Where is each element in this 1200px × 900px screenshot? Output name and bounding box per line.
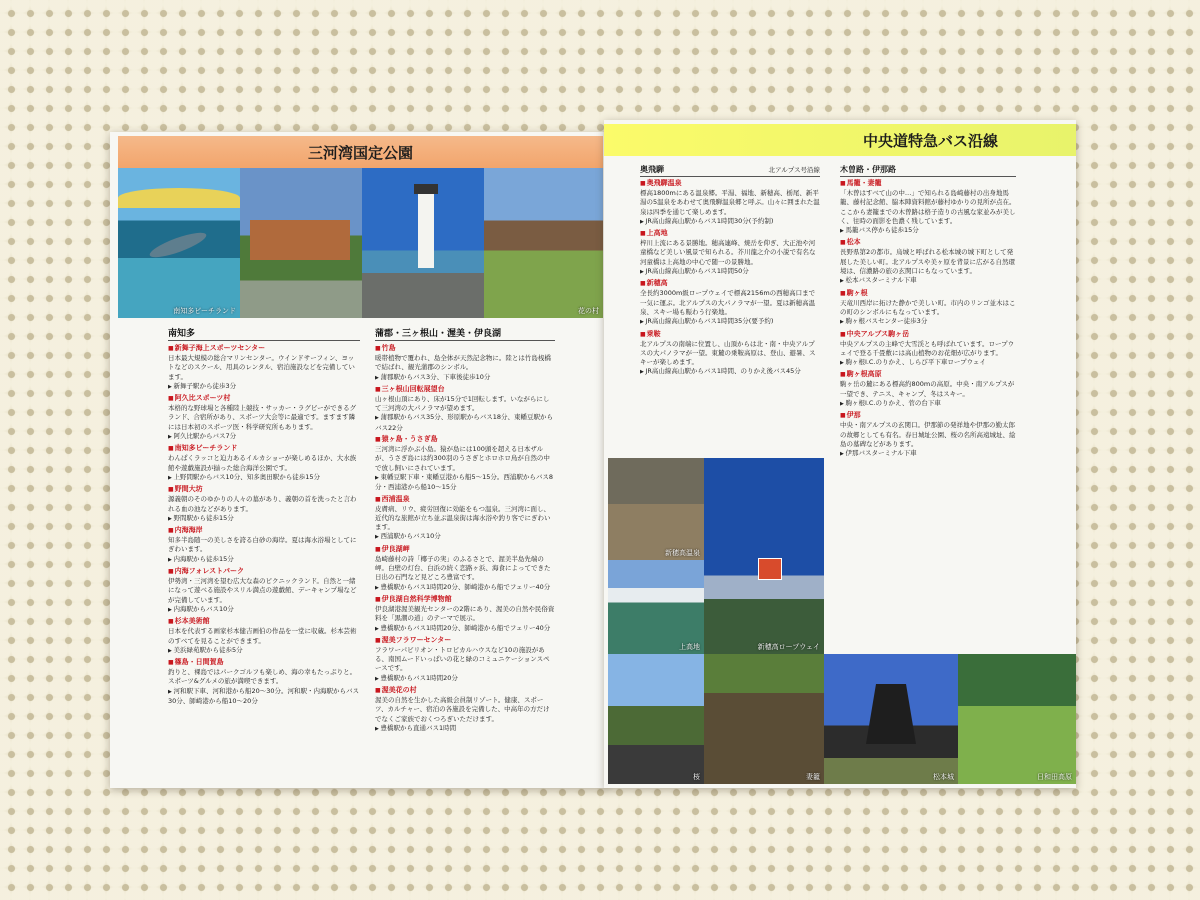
spot-access: ▶ 美浜緑苑駅から徒歩5分 bbox=[168, 646, 360, 656]
spot-access: ▶ 野間駅から徒歩15分 bbox=[168, 514, 360, 524]
spot-access: ▶ 新舞子駅から徒歩3分 bbox=[168, 382, 360, 392]
spot-access: ▶ 豊橋駅からバス1時間20分、師崎港から船でフェリー40分 bbox=[375, 583, 555, 593]
spot-title: ■ 駒ヶ根高原 bbox=[840, 369, 1016, 380]
spot-access: ▶ JR高山線高山駅からバス1時間35分(要予約) bbox=[640, 317, 820, 327]
spot-description: 北アルプスの南端に位置し、山頂からは北・南・中央アルプスの大パノラマが一望。東麓の乗鞍高原は、登山、避暑、スキーが楽しめます。 bbox=[640, 339, 816, 367]
spot-title: ■ 伊良湖自然科学博物館 bbox=[375, 594, 555, 605]
spot-access: ▶ 上野間駅からバス10分、知多奥田駅から徒歩15分 bbox=[168, 473, 360, 483]
text-area-spacer bbox=[824, 458, 1072, 654]
spot-access: ▶ 内海駅からバス10分 bbox=[168, 605, 360, 615]
minami-chita-column bbox=[168, 328, 360, 706]
spot-title: ■ 馬籠・妻籠 bbox=[840, 178, 1016, 189]
spot-access: ▶ 阿久比駅からバス7分 bbox=[168, 432, 360, 442]
photo-caption: 妻籠 bbox=[806, 773, 820, 781]
left-page bbox=[110, 132, 608, 788]
photo-caption: 桜 bbox=[693, 773, 700, 781]
photo-caption: 松本城 bbox=[933, 773, 954, 781]
spot-title: ■ 伊那 bbox=[840, 410, 1016, 421]
spot-access: ▶ 西浦駅からバス10分 bbox=[375, 532, 555, 542]
spot-title: ■ 三ヶ根山回転展望台 bbox=[375, 384, 555, 395]
spot-access: ▶ 駒ヶ根I.C.のりかえ、菅の台下車 bbox=[840, 399, 1016, 409]
banner-title: 三河湾国定公園 bbox=[307, 143, 413, 162]
spot-access: ▶ JR高山線高山駅からバス1時間50分 bbox=[640, 267, 820, 277]
spot-access: ▶ 松本バスターミナル下車 bbox=[840, 276, 1016, 286]
tsumago-photo bbox=[704, 654, 824, 784]
spot-description: 「木曽はすべて山の中…」で知られる島崎藤村の出身地馬籠、藤村記念館、脇本陣資料館が藤村ゆかりの見所が点在。ここから妻籠までの木曽路は格子造りの古風な家並みが美しく、往時の面影を色濃く残しています。 bbox=[840, 189, 1016, 225]
spot-access: ▶ 内海駅から徒歩15分 bbox=[168, 555, 360, 565]
region-name: 木曽路・伊那路 bbox=[840, 165, 896, 174]
mikawa-bay-banner bbox=[118, 136, 603, 168]
spot-title: ■ 野間大坊 bbox=[168, 484, 360, 495]
spot-title: ■ 中央アルプス駒ヶ岳 bbox=[840, 329, 1016, 340]
spot-title: ■ 乗鞍 bbox=[640, 329, 820, 340]
onsen-photo bbox=[608, 458, 704, 560]
kamikochi-photo bbox=[608, 560, 704, 654]
hiwada-highland-photo bbox=[958, 654, 1076, 784]
right-page bbox=[604, 120, 1076, 788]
spot-description: 駒ヶ岳の麓にある標高約800mの高原。中央・南アルプスが一望でき、テニス、キャンプ、冬はスキー。 bbox=[840, 380, 1015, 398]
spot-access: ▶ 蒲郡駅からバス35分、形原駅からバス18分、東幡豆駅からバス22分 bbox=[375, 413, 555, 433]
spot-description: 山ヶ根山頂にあり、床が15分で1回転します。いながらにして三河湾の大パノラマが望めます。 bbox=[375, 394, 550, 413]
spot-access: ▶ 伊那バスターミナル下車 bbox=[840, 449, 1016, 459]
spot-description: 渥美の自然を生かした高級会員制リゾート。健康、スポーツ、カルチャー、宿泊の各施設を完備した、中高年の方だけでなくご家族でおくつろぎいただけます。 bbox=[375, 696, 550, 723]
spot-title: ■ 竹島 bbox=[375, 343, 555, 354]
spot-description: 三河湾に浮かぶ小島。猿が島には100頭を超える日本ザルが、うさぎ島には約300羽のうさぎとホロホロ鳥が自然の中で放し飼いにされています。 bbox=[375, 445, 550, 472]
spot-title: ■ 猿ヶ島・うさぎ島 bbox=[375, 434, 555, 445]
spot-description: わんぱくラッコと迫力あるイルカショーが楽しめるほか、大水族館や遊戯施設が揃った総合海洋公園です。 bbox=[168, 454, 357, 472]
spot-access: ▶ 駒ヶ根I.C.のりかえ、しらび平下車ロープウェイ bbox=[840, 358, 1016, 368]
sakura-road-photo bbox=[608, 654, 704, 784]
spot-description: 源義朝のそのゆかりの人々の墓があり、義朝の首を洗ったと言われる血の池などがあります。 bbox=[168, 495, 357, 513]
spot-title: ■ 上高地 bbox=[640, 228, 820, 239]
spot-access: ▶ 東幡豆駅下車・東幡豆港から船5〜15分。西浦駅からバス8分・西浦港から船10〜15分 bbox=[375, 473, 555, 493]
route-label: 北アルプス号沿線 bbox=[768, 166, 820, 174]
flower-village-photo bbox=[484, 168, 603, 318]
spot-description: 日本を代表する画家杉本健吉画伯の作品を一堂に収蔵。杉本芸術のすべてを見ることができます。 bbox=[168, 627, 357, 645]
spot-access: ▶ 豊橋駅から直通バス1時間 bbox=[375, 724, 555, 734]
spot-description: 釣りと、裸島ではパークゴルフも楽しめ、海の幸もたっぷりと。スポーツ&グルメの旅が満喫できます。 bbox=[168, 668, 357, 686]
spot-title: ■ 松本 bbox=[840, 237, 1016, 248]
spot-description: フラワーパビリオン・トロピカルハウスなど10の施設がある、南国ムードいっぱいの花と緑のコミュニケーションスペースです。 bbox=[375, 645, 550, 673]
region-heading: 南知多 bbox=[168, 328, 360, 341]
spot-description: 梓川上流にある景勝地。穂高連峰、焼岳を仰ぎ、大正池や河童橋など美しい風景で知られる。芥川龍之介の小説で有名な河童橋は上高地の中心で随一の景勝地。 bbox=[640, 239, 816, 266]
photo-caption: 南知多ビーチランド bbox=[173, 307, 236, 315]
photo-caption: 花の村 bbox=[578, 307, 599, 315]
ropeway-photo bbox=[704, 458, 824, 654]
photo-caption: 新穂高ロープウェイ bbox=[757, 643, 820, 651]
photo-caption: 上高地 bbox=[679, 643, 700, 651]
spot-access: ▶ 豊橋駅からバス1時間20分 bbox=[375, 674, 555, 684]
spot-title: ■ 南知多ビーチランド bbox=[168, 443, 360, 454]
spot-title: ■ 奥飛騨温泉 bbox=[640, 178, 820, 189]
spot-access: ▶ 駒ヶ根バスセンター徒歩3分 bbox=[840, 317, 1016, 327]
spot-title: ■ 篠島・日間賀島 bbox=[168, 657, 360, 668]
spot-description: 伊勢湾・三河湾を望む広大な森のピクニックランド。自然と一緒になって遊べる施設やスリル満点の遊戯館、デーキャンプ場などが完備しています。 bbox=[168, 577, 357, 604]
spot-description: 標高1800mにある温泉郷。平湯、福地、新穂高、栃尾、新平湯の5温泉をあわせて奥飛騨温泉郷と呼ぶ。山々に囲まれた温泉は四季を通じて楽しめます。 bbox=[640, 189, 820, 216]
spot-access: ▶ JR高山線高山駅からバス1時間30分(予約制) bbox=[640, 217, 820, 227]
spot-title: ■ 渥美フラワーセンター bbox=[375, 635, 555, 646]
sports-village-photo bbox=[240, 168, 362, 318]
spot-description: 皮膚病、リウ、疲労回復に効能をもつ温泉。三河湾に面し、近代的な旅館が立ち並ぶ温泉街は海水浴や釣り客でにぎわいます。 bbox=[375, 504, 551, 532]
gamagori-atsumi-column bbox=[375, 328, 555, 734]
spot-description: 島崎藤村の詩「椰子の実」のふるさとで、渥美半島先端の岬。白壁の灯台、白浜の続く恋路ヶ浜、海食によってできた日出の石門など見どころ豊富です。 bbox=[375, 554, 551, 582]
beach-land-photo bbox=[118, 168, 240, 318]
spot-description: 中央アルプスの主峰で大雪渓とも呼ばれています。ロープウェイで登る千畳敷には高山植物のお花畑が広がります。 bbox=[840, 339, 1015, 357]
spot-description: 日本最大規模の総合マリンセンター。ウインドサーフィン、ヨットなどのスクール、用具のレンタル、宿泊施設などを完備しています。 bbox=[168, 354, 355, 381]
spot-title: ■ 内海海岸 bbox=[168, 525, 360, 536]
spot-description: 伊良湖港渥美観光センターの2階にあり、渥美の自然や民俗資料を「黒潮の道」のテーマで展示。 bbox=[375, 604, 555, 623]
spot-access: ▶ JR高山線高山駅からバス1時間、のりかえ後バス45分 bbox=[640, 367, 820, 377]
spot-title: ■ 新舞子海上スポーツセンター bbox=[168, 343, 360, 354]
okuhida-column bbox=[640, 164, 820, 378]
region-heading bbox=[840, 164, 1016, 177]
chuo-express-banner bbox=[604, 124, 1076, 156]
photo-caption: 新穂高温泉 bbox=[665, 549, 700, 557]
region-heading: 蒲郡・三ヶ根山・渥美・伊良湖 bbox=[375, 328, 555, 341]
spot-title: ■ 駒ヶ根 bbox=[840, 288, 1016, 299]
region-name: 奥飛騨 bbox=[640, 165, 664, 174]
spot-description: 長野県第2の都市。烏城と呼ばれる松本城の城下町として発展した美しい町。北アルプスや美ヶ原を背景に広がる自然環境は、信濃路の旅の玄関口にもなっています。 bbox=[840, 248, 1015, 276]
spot-description: 知多半島随一の美しさを誇る白砂の海岸。夏は海水浴場としてにぎわいます。 bbox=[168, 536, 357, 554]
spot-title: ■ 新穂高 bbox=[640, 278, 820, 289]
spot-description: 天竜川西岸に拓けた静かで美しい町。市内のリンゴ並木はこの町のシンボルにもなっています。 bbox=[840, 298, 1016, 316]
spot-description: 本格的な野球場と各種陸上競技・サッカー・ラグビーができるグランド、合宿所があり、スポーツ大会等に最適です。ますます隣には日本初のスポーツ医・科学研究所もあります。 bbox=[168, 404, 357, 431]
spot-description: 中央・南アルプスの玄関口。伊那節の発祥地や伊那の勤太郎の故郷としても有名。春日城址公園、桜の名所高遠城址、絵島の墓碑などがあります。 bbox=[840, 421, 1016, 448]
spot-description: 暖帯植物で覆われ、島全体が天然記念物に。陸とは竹島桟橋で結ばれ、観光蒲郡のシンボル。 bbox=[375, 354, 551, 372]
region-heading bbox=[640, 164, 820, 177]
spot-access: ▶ 河和駅下車、河和港から船20〜30分。河和駅・内海駅からバス30分、師崎港から船10〜20分 bbox=[168, 687, 360, 707]
spot-title: ■ 内海フォレストパーク bbox=[168, 566, 360, 577]
spot-title: ■ 杉本美術館 bbox=[168, 616, 360, 627]
photo-caption: 日和田高原 bbox=[1037, 773, 1072, 781]
spot-title: ■ 渥美花の村 bbox=[375, 685, 555, 696]
spot-title: ■ 阿久比スポーツ村 bbox=[168, 393, 360, 404]
spot-access: ▶ 豊橋駅からバス1時間20分、師崎港から船でフェリー40分 bbox=[375, 624, 555, 634]
spot-description: 全長約3000m級ロープウェイで標高2156mの西穂高口まで一気に運ぶ。北アルプスの大パノラマが一望。夏は新穂高温泉、スキー場も賑わう行楽地。 bbox=[640, 289, 816, 316]
spot-title: ■ 伊良湖岬 bbox=[375, 544, 555, 555]
spot-access: ▶ 蒲郡駅からバス3分、下車後徒歩10分 bbox=[375, 373, 555, 383]
lighthouse-photo bbox=[362, 168, 484, 318]
spot-access: ▶ 馬籠バス停から徒歩15分 bbox=[840, 226, 1016, 236]
banner-title: 中央道特急バス沿線 bbox=[862, 131, 998, 150]
matsumoto-castle-photo bbox=[824, 654, 958, 784]
spot-title: ■ 西浦温泉 bbox=[375, 494, 555, 505]
